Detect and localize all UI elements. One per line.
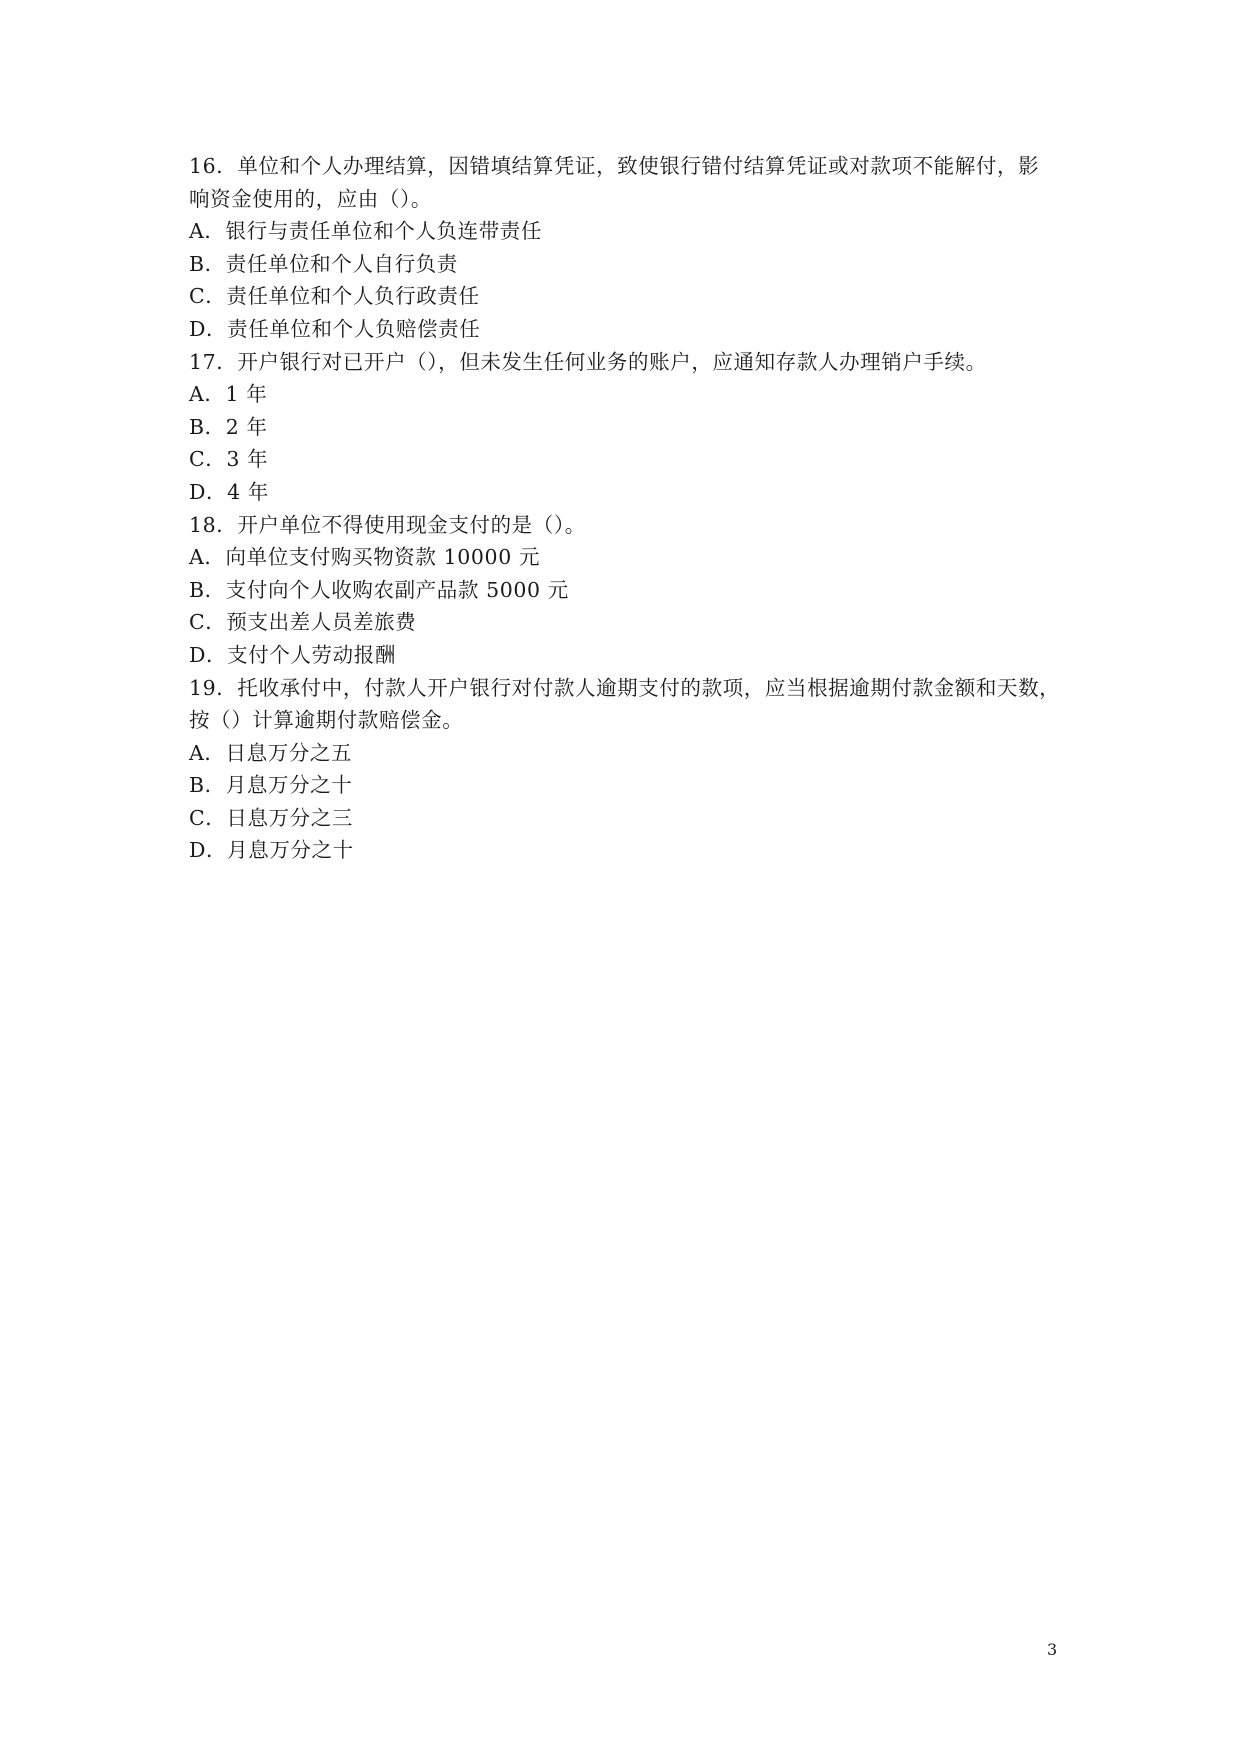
question-list <box>189 150 1069 867</box>
question-17 <box>189 346 1069 509</box>
option-b: B．2 年 <box>189 414 268 439</box>
option-c: C．日息万分之三 <box>189 805 353 830</box>
question-text-line: 19．托收承付中，付款人开户银行对付款人逾期支付的款项，应当根据逾期付款金额和天数， <box>189 675 1061 700</box>
option-d: D．支付个人劳动报酬 <box>189 642 396 667</box>
option-a: A．银行与责任单位和个人负连带责任 <box>189 219 543 244</box>
option-d: D．月息万分之十 <box>189 838 354 863</box>
option-c: C．预支出差人员差旅费 <box>189 610 417 635</box>
option-b: B．月息万分之十 <box>189 773 353 798</box>
option-a: A．日息万分之五 <box>189 740 353 765</box>
question-text-line: 按（）计算逾期付款赔偿金。 <box>189 708 464 733</box>
option-a: A．1 年 <box>189 382 268 407</box>
option-d: D．4 年 <box>189 479 269 504</box>
question-text-line: 17．开户银行对已开户（），但未发生任何业务的账户，应通知存款人办理销户手续。 <box>189 349 987 374</box>
option-c: C．3 年 <box>189 447 269 472</box>
question-19 <box>189 672 1069 868</box>
question-text-line: 16．单位和个人办理结算，因错填结算凭证，致使银行错付结算凭证或对款项不能解付，影 <box>189 154 1040 178</box>
page-number: 3 <box>1047 1640 1058 1659</box>
option-c: C．责任单位和个人负行政责任 <box>189 284 480 309</box>
question-16 <box>189 150 1069 346</box>
option-b: B．责任单位和个人自行负责 <box>189 251 458 276</box>
option-b: B．支付向个人收购农副产品款 5000 元 <box>189 577 569 602</box>
question-text-line: 响资金使用的，应由（）。 <box>189 186 432 211</box>
question-text-line: 18．开户单位不得使用现金支付的是（）。 <box>189 512 586 537</box>
option-d: D．责任单位和个人负赔偿责任 <box>189 316 481 341</box>
question-18 <box>189 509 1069 672</box>
option-a: A．向单位支付购买物资款 10000 元 <box>189 545 541 570</box>
